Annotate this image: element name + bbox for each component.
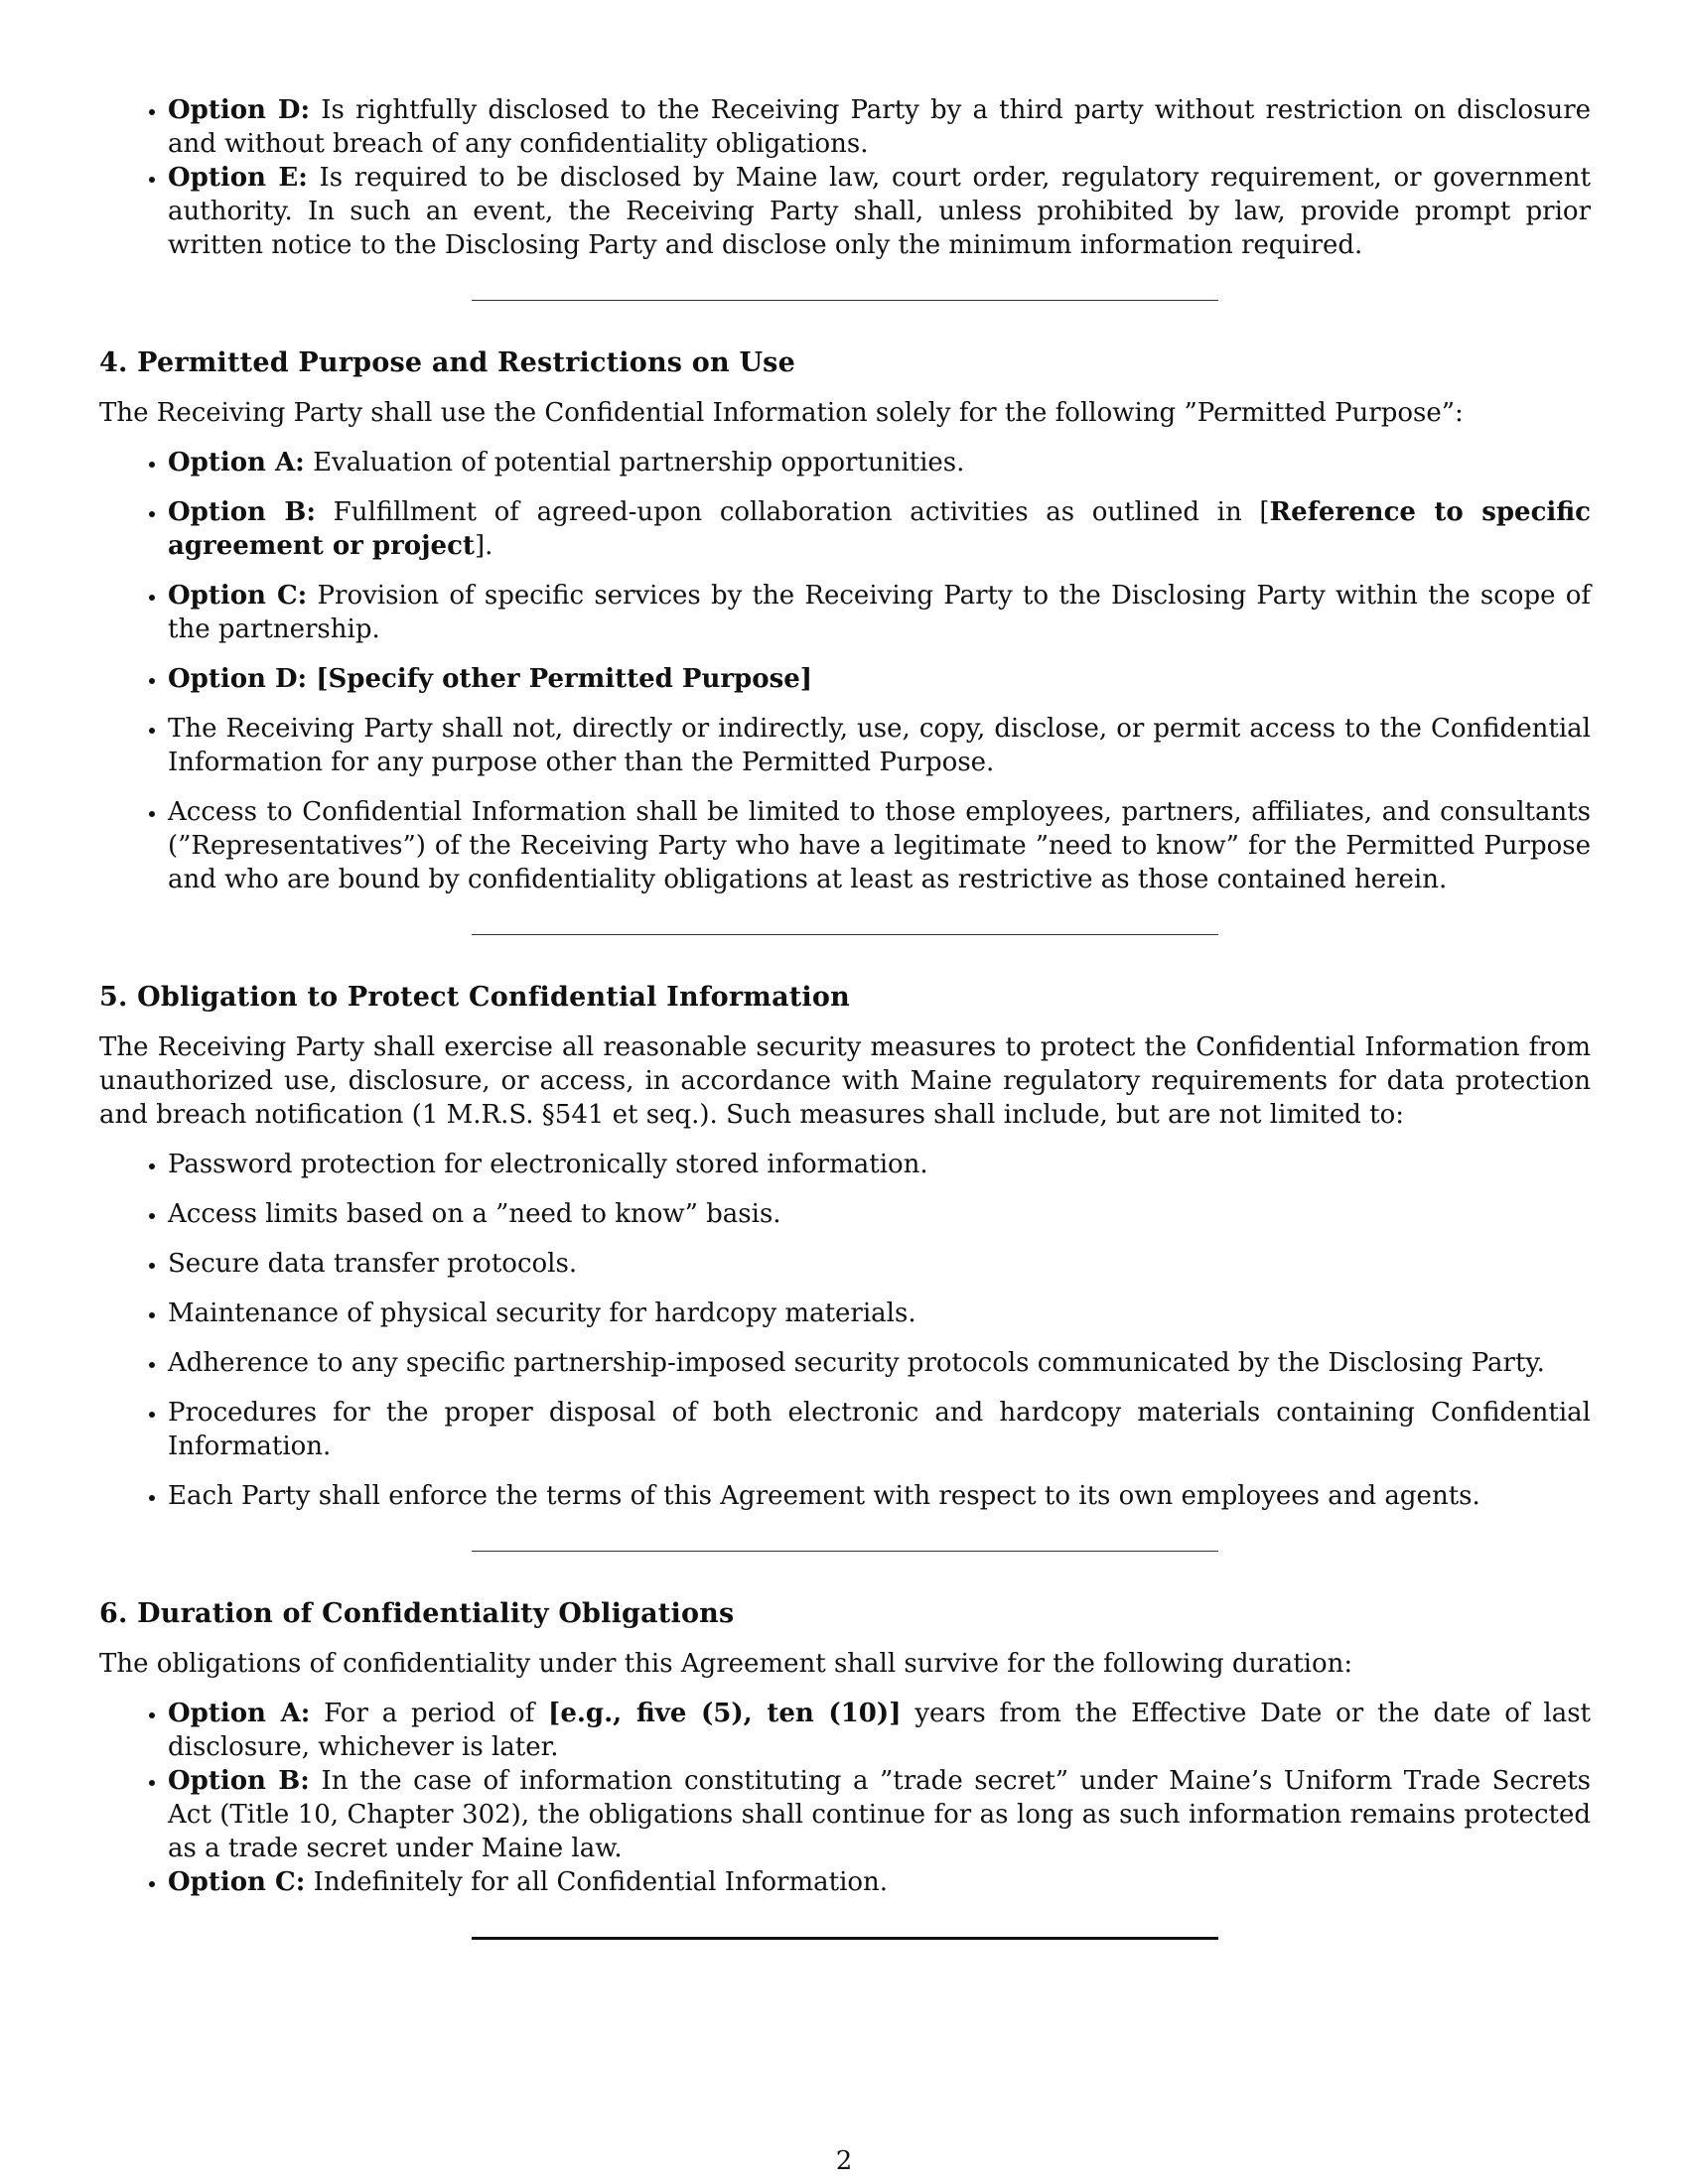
sec6-options-list [99,1697,1591,1899]
option-text-end: years from the Effective Date or the date of last disclosure, whichever is later. [168,1699,1591,1762]
option-text: Indefinitely for all Confidential Information. [313,1867,889,1897]
placeholder-text: Reference to specific agreement or project [168,497,1592,561]
option-label: Option A: [168,1699,311,1728]
list-item: • Secure data transfer protocols. [168,1247,1591,1281]
list-item: • Access to Confidential Information shall be limited to those employees, partners, affiliates, and consultants (”Representatives”) of the Receiving Party who have a legitimate ”need to know” for the Permitted Purpose and who are bound by confidentiality obligations at least as restrictive as those contained herein. [168,795,1591,896]
option-label: Option A: [168,448,305,478]
option-text-end: ]. [474,531,493,561]
list-item: • Access limits based on a ”need to know” basis. [168,1197,1591,1231]
list-item: • Password protection for electronically stored information. [168,1148,1591,1181]
list-item [168,579,1591,646]
list-item [168,1764,1591,1865]
section-heading: 6. Duration of Confidentiality Obligations [99,1598,735,1629]
option-label: Option B: [168,1766,310,1796]
placeholder-text: Specify other Permitted Purpose [328,664,800,694]
option-label: Option D: [168,95,311,125]
option-label: Option C: [168,581,308,611]
option-text: In the case of information constituting a ”trade secret” under Maine’s Uniform Trade Secrets Act (Title 10, Chapter 302), the obligations shall continue for as long as such information remains protected as a trade secret under Maine law. [168,1766,1592,1863]
section-intro: The Receiving Party shall use the Confidential Information solely for the following ”Permitted Purpose”: [99,398,1464,428]
list-item [168,1697,1591,1764]
section-intro: The obligations of confidentiality under this Agreement shall survive for the following duration: [99,1649,1353,1679]
list-item [168,93,1591,161]
page-number: 2 [835,2146,853,2176]
sec3-options-list [99,93,1591,262]
option-label: Option C: [168,1867,306,1897]
list-item [168,446,1591,479]
option-text: Provision of specific services by the Receiving Party to the Disclosing Party within the scope of the partnership. [168,581,1591,644]
option-label: Option D: [168,664,308,694]
option-label: Option B: [168,497,316,527]
sec4-options-list [99,446,1591,896]
section-heading: 5. Obligation to Protect Confidential Information [99,982,850,1013]
option-text: Is rightfully disclosed to the Receiving Party by a third party without restriction on disclosure and without breach of any confidentiality obligations. [168,95,1592,159]
list-item: • The Receiving Party shall not, directly or indirectly, use, copy, disclose, or permit access to the Confidential Information for any purpose other than the Permitted Purpose. [168,712,1591,779]
list-item: • Each Party shall enforce the terms of this Agreement with respect to its own employees and agents. [168,1479,1591,1513]
list-item: • Maintenance of physical security for hardcopy materials. [168,1297,1591,1330]
list-item [168,161,1591,262]
list-item: • Adherence to any specific partnership-imposed security protocols communicated by the Disclosing Party. [168,1346,1591,1380]
list-item: • Procedures for the proper disposal of both electronic and hardcopy materials containing Confidential Information. [168,1396,1591,1463]
sec5-measures-list [99,1148,1591,1513]
list-item [168,1865,1591,1899]
bracket-open: [ [316,664,329,694]
option-text: For a period of [324,1699,535,1728]
option-text: Fulfillment of agreed-upon collaboration activities as outlined in [ [333,497,1270,527]
section-divider [472,1937,1218,1940]
list-item [168,662,1591,696]
bracket-close: ] [799,664,813,694]
placeholder-text: [e.g., five (5), ten (10)] [548,1699,902,1728]
option-text: Evaluation of potential partnership opportunities. [313,448,965,478]
section-intro: The Receiving Party shall exercise all reasonable security measures to protect the Confidential Information from unauthorized use, disclosure, or access, in accordance with Maine regulatory requirements for data protection and breach notification (1 M.R.S. §541 et seq.). Such measures shall include, but are not limited to: [99,1032,1591,1130]
section-heading: 4. Permitted Purpose and Restrictions on Use [99,347,795,378]
option-label: Option E: [168,163,308,193]
document-page [99,93,1591,1940]
list-item [168,495,1591,563]
option-text: Is required to be disclosed by Maine law, court order, regulatory requirement, or government authority. In such an event, the Receiving Party shall, unless prohibited by law, provide prompt prior written notice to the Disclosing Party and disclose only the minimum information required. [168,163,1592,260]
